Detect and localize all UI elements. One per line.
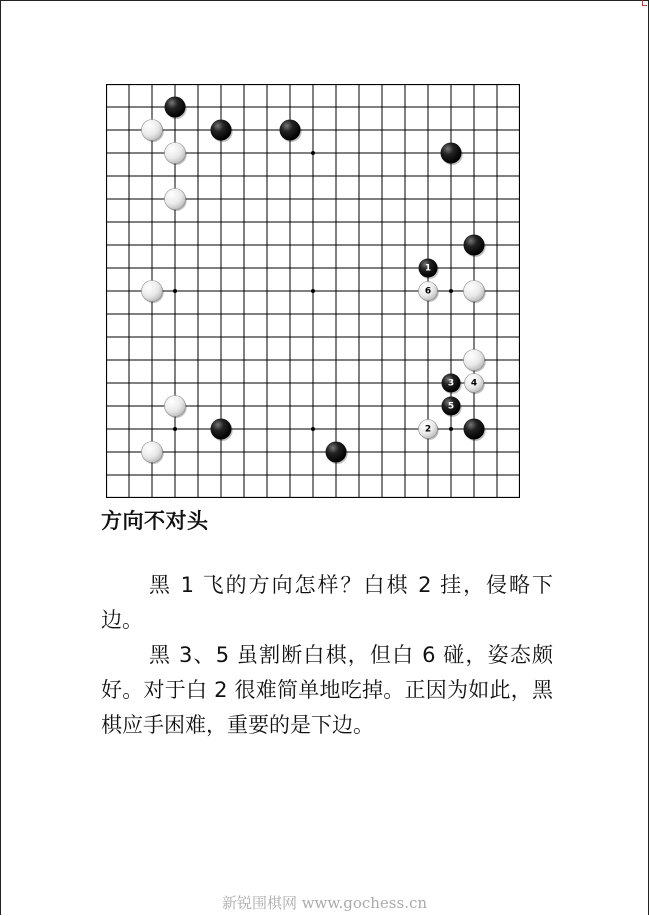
black-stone: [326, 442, 348, 465]
white-stone-2: [419, 420, 439, 441]
black-stone: [464, 419, 486, 442]
footer-watermark: 新锐围棋网 www.gochess.cn: [221, 894, 428, 912]
black-stone: [464, 235, 486, 258]
black-stone: [165, 97, 187, 120]
black-stone: [441, 143, 463, 166]
white-stone: [165, 143, 187, 166]
white-stone-4: [465, 374, 485, 395]
stone-label: 5: [447, 401, 455, 412]
black-stone-5: [442, 397, 462, 418]
white-stone: [142, 442, 164, 465]
black-stone-3: [442, 374, 462, 395]
white-stone: [464, 350, 486, 373]
diagram-title: 方向不对头: [101, 509, 209, 533]
paragraph-1: 黑 1 飞的方向怎样？白棋 2 挂，侵略下边。: [101, 573, 553, 632]
black-stone-1: [419, 259, 439, 280]
paragraph-2: 黑 3、5 虽割断白棋，但白 6 碰，姿态颇好。对于白 2 很难简单地吃掉。正因为如此，黑棋应手困难，重要的是下边。: [101, 643, 553, 737]
star-point: [173, 427, 177, 431]
star-point: [311, 289, 315, 293]
black-stone: [280, 120, 302, 143]
stone-label: 4: [470, 378, 478, 389]
star-point: [449, 427, 453, 431]
white-stone-6: [419, 282, 439, 303]
page-corner-mark: [642, 0, 647, 6]
white-stone: [165, 189, 187, 212]
white-stone: [464, 281, 486, 304]
white-stone: [142, 281, 164, 304]
black-stone: [211, 419, 233, 442]
black-stone: [211, 120, 233, 143]
star-point: [449, 289, 453, 293]
white-stone: [142, 120, 164, 143]
star-point: [311, 427, 315, 431]
star-point: [311, 151, 315, 155]
go-board: [106, 84, 520, 498]
star-point: [173, 289, 177, 293]
stone-label: 6: [424, 286, 432, 297]
stone-label: 2: [424, 424, 432, 435]
stone-label: 3: [447, 378, 455, 389]
white-stone: [165, 396, 187, 419]
stone-label: 1: [424, 263, 432, 274]
